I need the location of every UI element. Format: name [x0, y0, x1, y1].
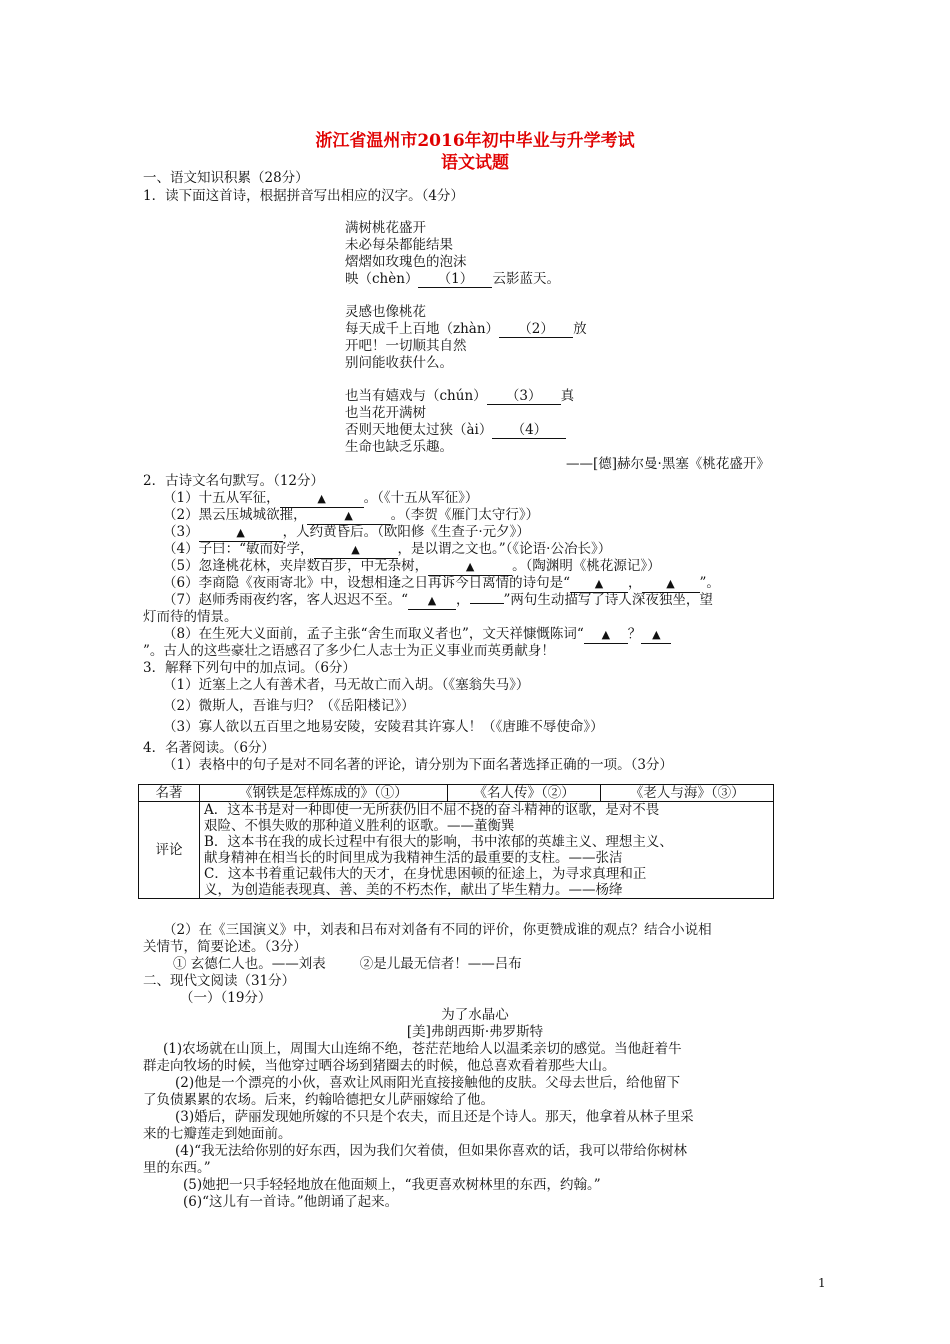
table-header-cell: 评论: [139, 802, 200, 899]
poem-line: 未必每朵都能结果: [345, 237, 453, 253]
answer-blank: ▲: [314, 542, 398, 559]
q1-prompt: 1．读下面这首诗，根据拼音写出相应的汉字。（4分）: [143, 188, 464, 204]
q2-item: （3） ▲ ，人约黄昏后。（欧阳修《生查子·元夕》）: [163, 524, 530, 540]
poem-line: 也当有嬉戏与（chún） （3） 真: [345, 388, 575, 404]
table-cell-book: 《钢铁是怎样炼成的》（①）: [200, 785, 448, 802]
exam-subtitle: 语文试题: [441, 153, 509, 173]
q4-sub2: （2）在《三国演义》中，刘表和吕布对刘备有不同的评价，你更赞成谁的观点？结合小说相: [163, 922, 712, 938]
answer-blank: ▲: [280, 491, 364, 508]
answer-blank: [470, 603, 504, 604]
poem-line: 熠熠如玫瑰色的泡沫: [345, 254, 467, 270]
q4-prompt: 4．名著阅读。（6分）: [143, 740, 275, 756]
poem-line: 灵感也像桃花: [345, 304, 426, 320]
page-number: 1: [818, 1276, 826, 1290]
answer-blank: ▲: [199, 525, 283, 542]
poem-line: 映（chèn） （1） 云影蓝天。: [345, 271, 560, 287]
section2-heading: 二、现代文阅读（31分）: [143, 973, 296, 989]
paragraph-line: (1)农场就在山顶上，周围大山连绵不绝，苍茫茫地给人以温柔亲切的感觉。当他赶着牛: [163, 1041, 682, 1057]
story-author: [美]弗朗西斯·弗罗斯特: [406, 1024, 544, 1040]
answer-blank: ▲: [641, 627, 671, 644]
paragraph-line: (5)她把一只手轻轻地放在他面颊上，“我更喜欢树林里的东西，约翰。”: [183, 1177, 601, 1193]
poem-line: 生命也缺乏乐趣。: [345, 439, 453, 455]
review-line: 艰险、不惧失败的那种道义胜利的讴歌。——董衡巽: [204, 818, 515, 834]
paragraph-line: (2)他是一个漂亮的小伙，喜欢让风雨阳光直接接触他的皮肤。父母去世后，给他留下: [175, 1075, 681, 1091]
table-row: [139, 802, 774, 899]
q4-sub1: （1）表格中的句子是对不同名著的评论，请分别为下面名著选择正确的一项。（3分）: [163, 757, 673, 773]
table-cell-book: 《名人传》（②）: [447, 785, 601, 802]
q2-item: （8）在生死大义面前，孟子主张“舍生而取义者也”，文天祥慷慨陈词“ ▲ ？ ▲: [163, 626, 671, 644]
q2-item: （7）赵师秀雨夜约客，客人迟迟不至。“ ▲ ， ”两句生动描写了诗人深夜独坐，望: [163, 592, 713, 608]
answer-blank: ▲: [570, 576, 628, 593]
poem-line: 开吧！一切顺其自然: [345, 338, 467, 354]
q3-item: （1）近塞上之人有善术者，马无故亡而入胡。（《塞翁失马》）: [163, 677, 530, 693]
poem-line: 满树桃花盛开: [345, 220, 426, 236]
paragraph-line: 来的七瓣莲走到她面前。: [143, 1126, 292, 1142]
table-row: [139, 785, 774, 802]
q2-item-continued: ”。古人的这些豪壮之语感召了多少仁人志士为正义事业而英勇献身！: [143, 643, 555, 659]
paragraph-line: 里的东西。”: [143, 1160, 211, 1176]
table-header-cell: 名著: [139, 785, 200, 802]
table-cell-reviews: [200, 802, 774, 899]
paragraph-line: (6)“这儿有一首诗。”他朗诵了起来。: [183, 1194, 399, 1210]
review-line: 献身精神在相当长的时间里成为我精神生活的最重要的支柱。——张洁: [204, 850, 623, 866]
poem-attribution: ——[德]赫尔曼·黑塞《桃花盛开》: [566, 456, 770, 472]
story-title: 为了水晶心: [441, 1007, 509, 1023]
answer-blank-1: （1）: [418, 271, 492, 288]
part-label: （一）（19分）: [180, 990, 272, 1006]
q2-item: （4）子曰：“敏而好学， ▲ ，是以谓之文也。”（《论语·公冶长》）: [163, 541, 612, 557]
poem-line: 别问能收获什么。: [345, 355, 453, 371]
answer-blank-3: （3）: [487, 388, 561, 405]
q4-sub2-continued: 关情节，简要论述。（3分）: [143, 939, 307, 955]
answer-blank: ▲: [428, 559, 512, 576]
answer-blank-2: （2）: [499, 321, 573, 338]
poem-line: 否则天地便太过狭（ài） （4）: [345, 422, 566, 439]
paragraph-line: 了负债累累的农场。后来，约翰哈德把女儿萨丽嫁给了他。: [143, 1092, 494, 1108]
q3-prompt: 3．解释下列句中的加点词。（6分）: [143, 660, 356, 676]
review-line: A．这本书是对一种即使一无所获仍旧不屈不挠的奋斗精神的讴歌，是对不畏: [204, 802, 660, 818]
review-line: C．这本书着重记载伟大的天才，在身忧患困顿的征途上，为寻求真理和正: [204, 866, 647, 882]
q3-item: （2）微斯人，吾谁与归？（《岳阳楼记》）: [163, 698, 415, 714]
paragraph-line: (4)“我无法给你别的好东西，因为我们欠着债，但如果你喜欢的话，我可以带给你树林: [175, 1143, 688, 1159]
review-line: 义，为创造能表现真、善、美的不朽杰作，献出了毕生精力。——杨绛: [204, 882, 623, 898]
q3-item: （3）寡人欲以五百里之地易安陵，安陵君其许寡人！（《唐雎不辱使命》）: [163, 719, 604, 735]
review-line: B．这本书在我的成长过程中有很大的影响，书中浓郁的英雄主义、理想主义、: [204, 834, 673, 850]
table-cell-book: 《老人与海》（③）: [601, 785, 774, 802]
q4-quote: ① 玄德仁人也。——刘表 ②是儿最无信者！——吕布: [173, 956, 522, 972]
poem-line: 也当花开满树: [345, 405, 426, 421]
q2-item: （5）忽逢桃花林，夹岸数百步，中无杂树， ▲ 。（陶渊明《桃花源记》）: [163, 558, 661, 574]
q2-item: （6）李商隐《夜雨寄北》中，设想相逢之日再诉今日离情的诗句是“ ▲ ， ▲ ”。: [163, 575, 720, 591]
answer-blank: ▲: [408, 593, 456, 610]
section1-heading: 一、语文知识积累（28分）: [143, 170, 309, 186]
q2-item-continued: 灯而待的情景。: [143, 609, 238, 625]
answer-blank-4: （4）: [492, 422, 566, 439]
poem-line: 每天成千上百地（zhàn） （2） 放: [345, 321, 587, 337]
paragraph-line: (3)婚后，萨丽发现她所嫁的不只是个农夫，而且还是个诗人。那天，他拿着从林子里采: [175, 1109, 694, 1125]
q2-item: （1）十五从军征， ▲ 。（《十五从军征》）: [163, 490, 479, 506]
q2-prompt: 2．古诗文名句默写。（12分）: [143, 473, 325, 489]
answer-blank: ▲: [584, 627, 628, 644]
answer-blank: ▲: [307, 508, 391, 525]
paragraph-line: 群走向牧场的时候，当他穿过晒谷场到猪圈去的时候，他总喜欢看着那些大山。: [143, 1058, 616, 1074]
exam-title: 浙江省温州市2016年初中毕业与升学考试: [315, 131, 635, 151]
book-review-table: [138, 784, 774, 899]
q2-item: （2）黑云压城城欲摧， ▲ 。（李贺《雁门太守行》）: [163, 507, 540, 523]
answer-blank: ▲: [642, 576, 700, 593]
